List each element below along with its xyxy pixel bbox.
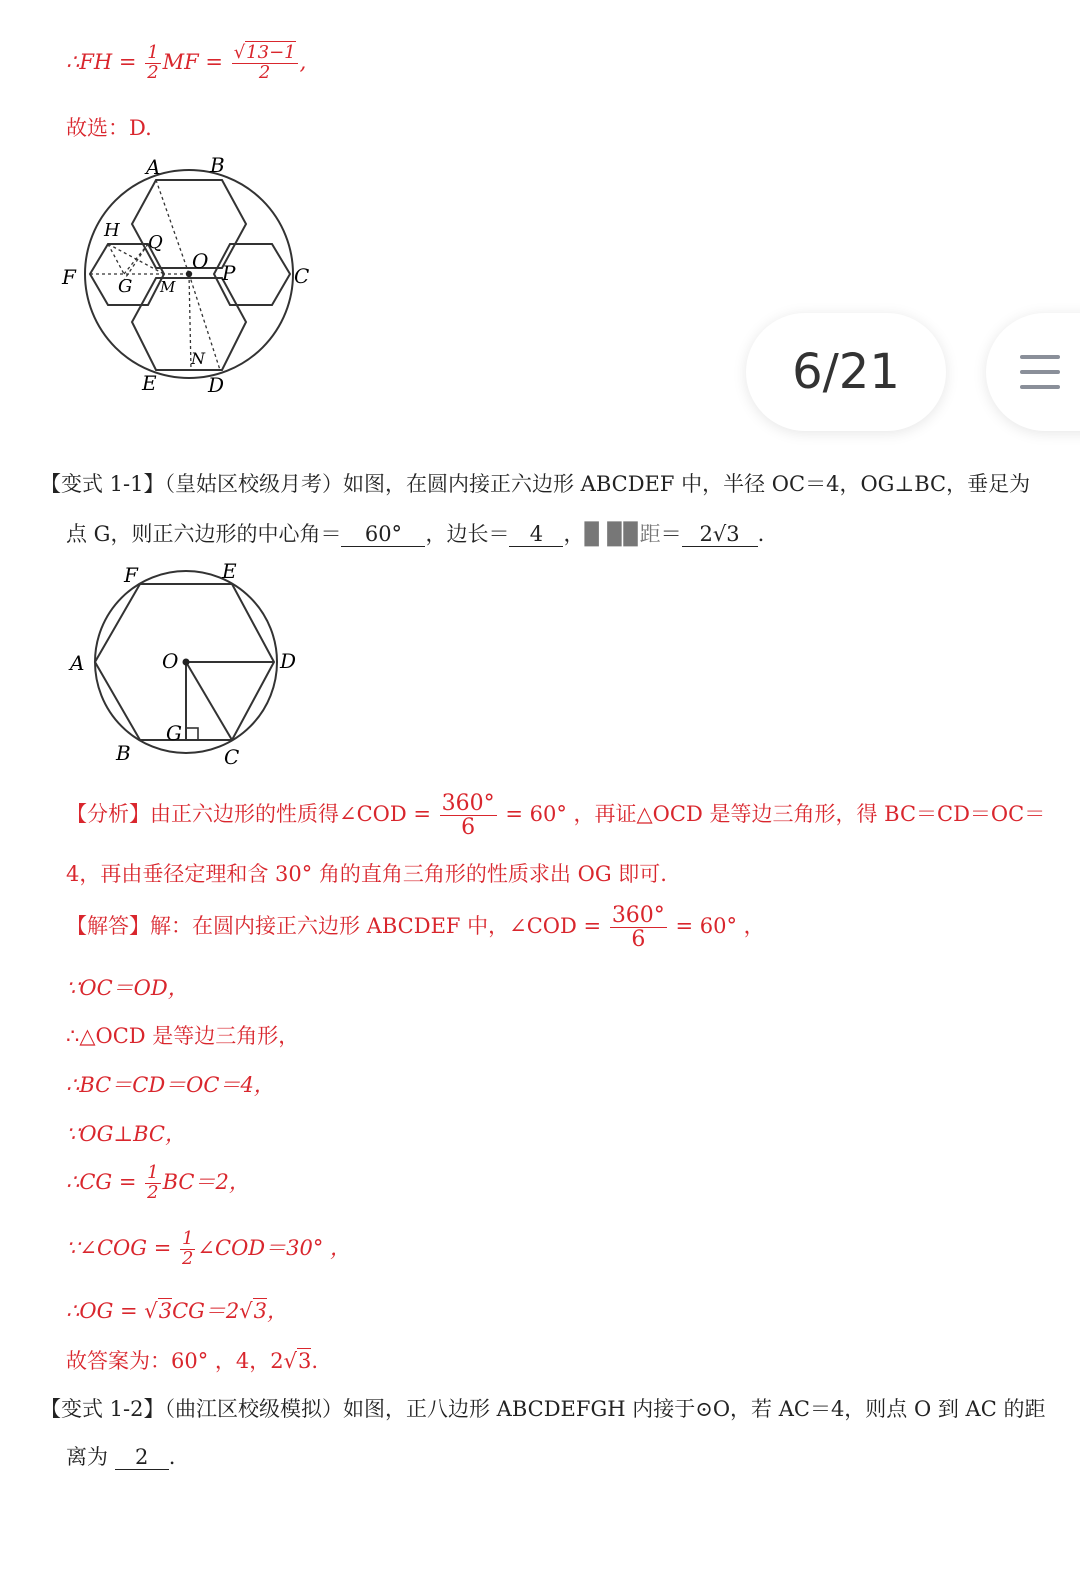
solution-line1: 【解答】解：在圆内接正六边形 ABCDEF 中，∠COD = $\frac{360^\circ}{6}$ = 60° ， — [66, 903, 765, 953]
solution-fraction: $\frac{360^\circ}{6}$ — [611, 903, 665, 953]
analysis-fraction: $\frac{360^\circ}{6}$ — [441, 791, 495, 841]
q12-title: 【变式 1-2】（曲江区校级模拟）如图，正八边形 ABCDEFGH 内接于⊙O，若 AC＝4，则点 O 到 AC 的距 — [40, 1397, 1046, 1421]
answer-blank-q12: 2 — [115, 1445, 169, 1470]
solution-line6: ∴CG = $\frac{1}{2}$ BC＝2， — [66, 1162, 250, 1203]
menu-icon — [1020, 355, 1060, 359]
label-A: A — [70, 651, 85, 675]
label-E: E — [222, 560, 237, 583]
q11-line2: 点 G，则正六边形的中心角＝ 60° ，边长＝ 4 ，▉ ▉▉距＝ 2√3 . — [66, 522, 765, 546]
label-B: B — [210, 153, 225, 177]
fh-equation: ∴FH = $\frac{1}{2}$ MF = $\frac{√13-1}{2}$ , — [66, 42, 307, 83]
fh-fraction: $\frac{√13-1}{2}$ — [233, 42, 296, 83]
half-fraction: $\frac{1}{2}$ — [147, 42, 159, 83]
answer-blank-3: 2√3 — [682, 522, 758, 547]
label-B: B — [116, 741, 131, 765]
solution-line7: ∵∠COG = $\frac{1}{2}$ ∠COD＝30° ， — [66, 1228, 352, 1269]
label-Q: Q — [148, 232, 163, 253]
label-G: G — [118, 276, 133, 297]
q12-line2: 离为 2 . — [66, 1445, 176, 1469]
masked-text: ▉ ▉▉距 — [584, 522, 661, 546]
label-O: O — [162, 649, 179, 673]
q11-title: 【变式 1-1】（皇姑区校级月考）如图，在圆内接正六边形 ABCDEF 中，半径 OC＝4，OG⊥BC，垂足为 — [40, 472, 1031, 496]
solution-line3: ∴△OCD 是等边三角形， — [66, 1024, 300, 1048]
solution-line5: ∵OG⊥BC， — [66, 1122, 186, 1146]
label-O: O — [192, 249, 209, 273]
choice-line: 故选：D. — [66, 116, 152, 140]
menu-button[interactable] — [986, 313, 1080, 431]
solution-answer: 故答案为：60° ，4，2√3. — [66, 1349, 319, 1373]
label-M: M — [160, 278, 176, 296]
answer-blank-2: 4 — [509, 522, 563, 547]
solution-line4: ∴BC＝CD＝OC＝4， — [66, 1073, 275, 1097]
label-D: D — [208, 373, 225, 397]
label-F: F — [124, 563, 138, 587]
solution-line2: ∵OC＝OD， — [66, 976, 189, 1000]
label-D: D — [280, 649, 297, 673]
label-C: C — [294, 264, 310, 288]
label-N: N — [191, 349, 205, 368]
solution-line8: ∴OG = √3CG＝2√3， — [66, 1299, 289, 1323]
analysis-line2: 4，再由垂径定理和含 30° 角的直角三角形的性质求出 OG 即可. — [66, 862, 667, 886]
page-indicator-text: 6/21 — [792, 344, 900, 400]
answer-blank-1: 60° — [341, 522, 425, 547]
label-F: F — [62, 265, 76, 289]
fh-mid: MF = — [162, 49, 230, 74]
page-indicator[interactable] — [746, 313, 946, 431]
label-G: G — [166, 721, 182, 745]
label-P: P — [222, 261, 236, 285]
hexagon-circle-figure — [60, 150, 330, 400]
label-C: C — [224, 745, 240, 769]
inscribed-hexagon-figure — [60, 560, 310, 770]
label-E: E — [142, 371, 157, 395]
label-H: H — [104, 220, 120, 241]
label-A: A — [146, 155, 161, 179]
analysis-line1: 【分析】由正六边形的性质得∠COD = $\frac{360^\circ}{6}$ = 60° ，再证△OCD 是等边三角形，得 BC＝CD＝OC＝ — [66, 791, 1046, 841]
fh-prefix: ∴FH = — [66, 49, 144, 74]
